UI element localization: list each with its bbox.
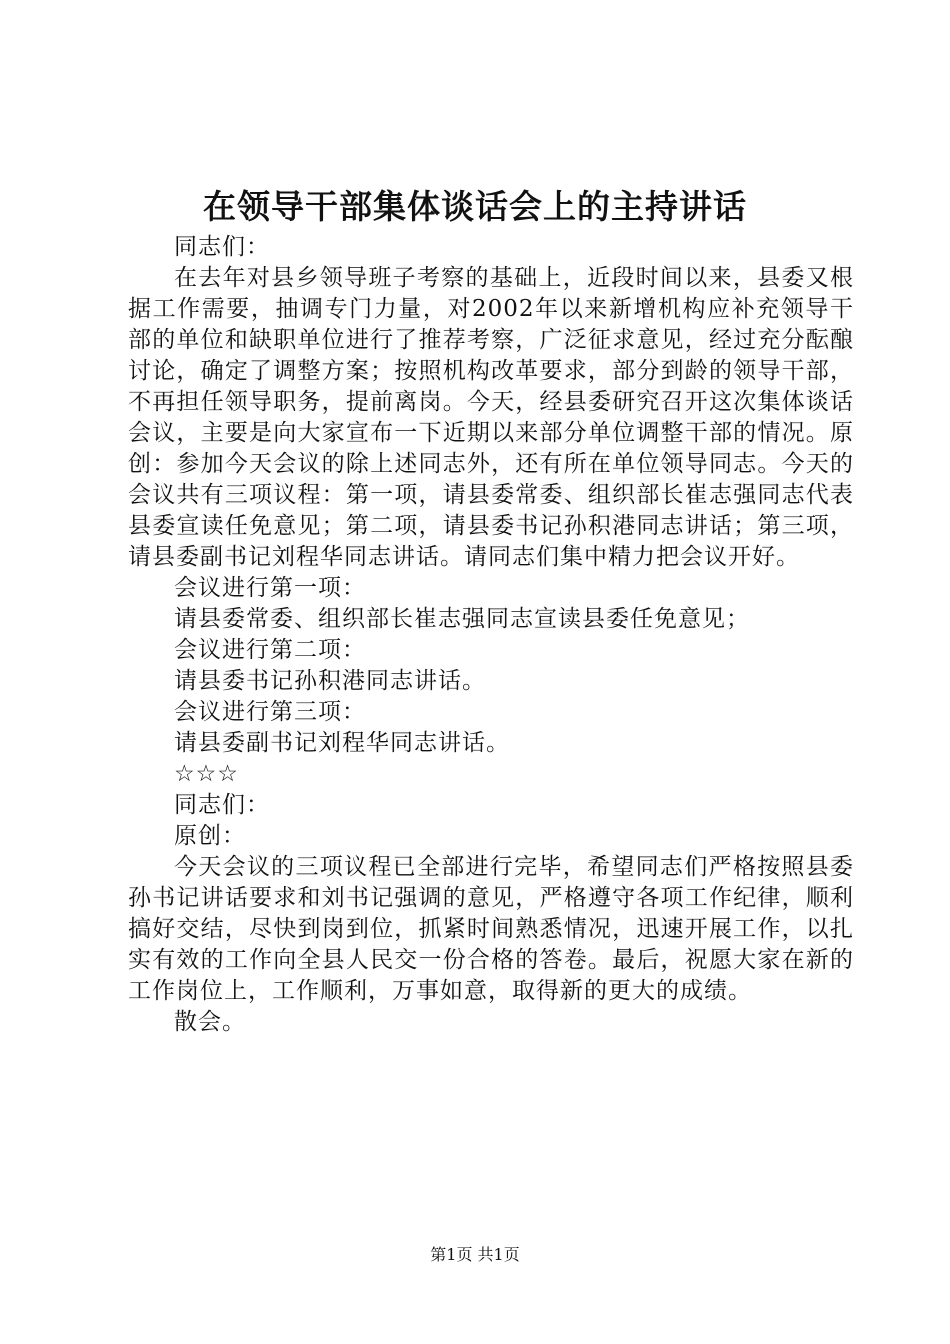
paragraph-opening: 在去年对县乡领导班子考察的基础上，近段时间以来，县委又根据工作需要，抽调专门力量，对2002年以来新增机构应补充领导干部的单位和缺职单位进行了推荐考察，广泛征求意见，经过充分酝酿讨论，确定了调整方案；按照机构改革要求，部分到龄的领导干部，不再担任领导职务，提前离岗。今天，经县委研究召开这次集体谈话会议，主要是向大家宣布一下近期以来部分单位调整干部的情况。原创：参加今天会议的除上述同志外，还有所在单位领导同志。今天的会议共有三项议程：第一项，请县委常委、组织部长崔志强同志代表县委宣读任免意见；第二项，请县委书记孙积港同志讲话；第三项，请县委副书记刘程华同志讲话。请同志们集中精力把会议开好。 <box>128 265 854 570</box>
paragraph-adjourn: 散会。 <box>174 1009 246 1035</box>
page-footer: 第1页 共1页 <box>430 1245 520 1264</box>
paragraph-item-2-content: 请县委书记孙积港同志讲话。 <box>174 668 486 694</box>
paragraph-item-3-content: 请县委副书记刘程华同志讲话。 <box>174 730 510 756</box>
paragraph-item-1-content: 请县委常委、组织部长崔志强同志宣读县委任免意见； <box>174 606 750 632</box>
document-body <box>128 232 854 1038</box>
section-divider-stars: ☆☆☆ <box>174 761 239 787</box>
paragraph-original-label: 原创： <box>174 823 246 849</box>
paragraph-greeting-2: 同志们： <box>174 792 270 818</box>
paragraph-item-2-heading: 会议进行第二项： <box>174 637 366 663</box>
document-title: 在领导干部集体谈话会上的主持讲话 <box>203 187 747 226</box>
paragraph-closing: 今天会议的三项议程已全部进行完毕，希望同志们严格按照县委孙书记讲话要求和刘书记强调的意见，严格遵守各项工作纪律，顺利搞好交结，尽快到岗到位，抓紧时间熟悉情况，迅速开展工作，以扎实有效的工作向全县人民交一份合格的答卷。最后，祝愿大家在新的工作岗位上，工作顺利，万事如意，取得新的更大的成绩。 <box>128 854 854 1004</box>
paragraph-item-3-heading: 会议进行第三项： <box>174 699 366 725</box>
paragraph-item-1-heading: 会议进行第一项： <box>174 575 366 601</box>
paragraph-greeting: 同志们： <box>174 234 270 260</box>
